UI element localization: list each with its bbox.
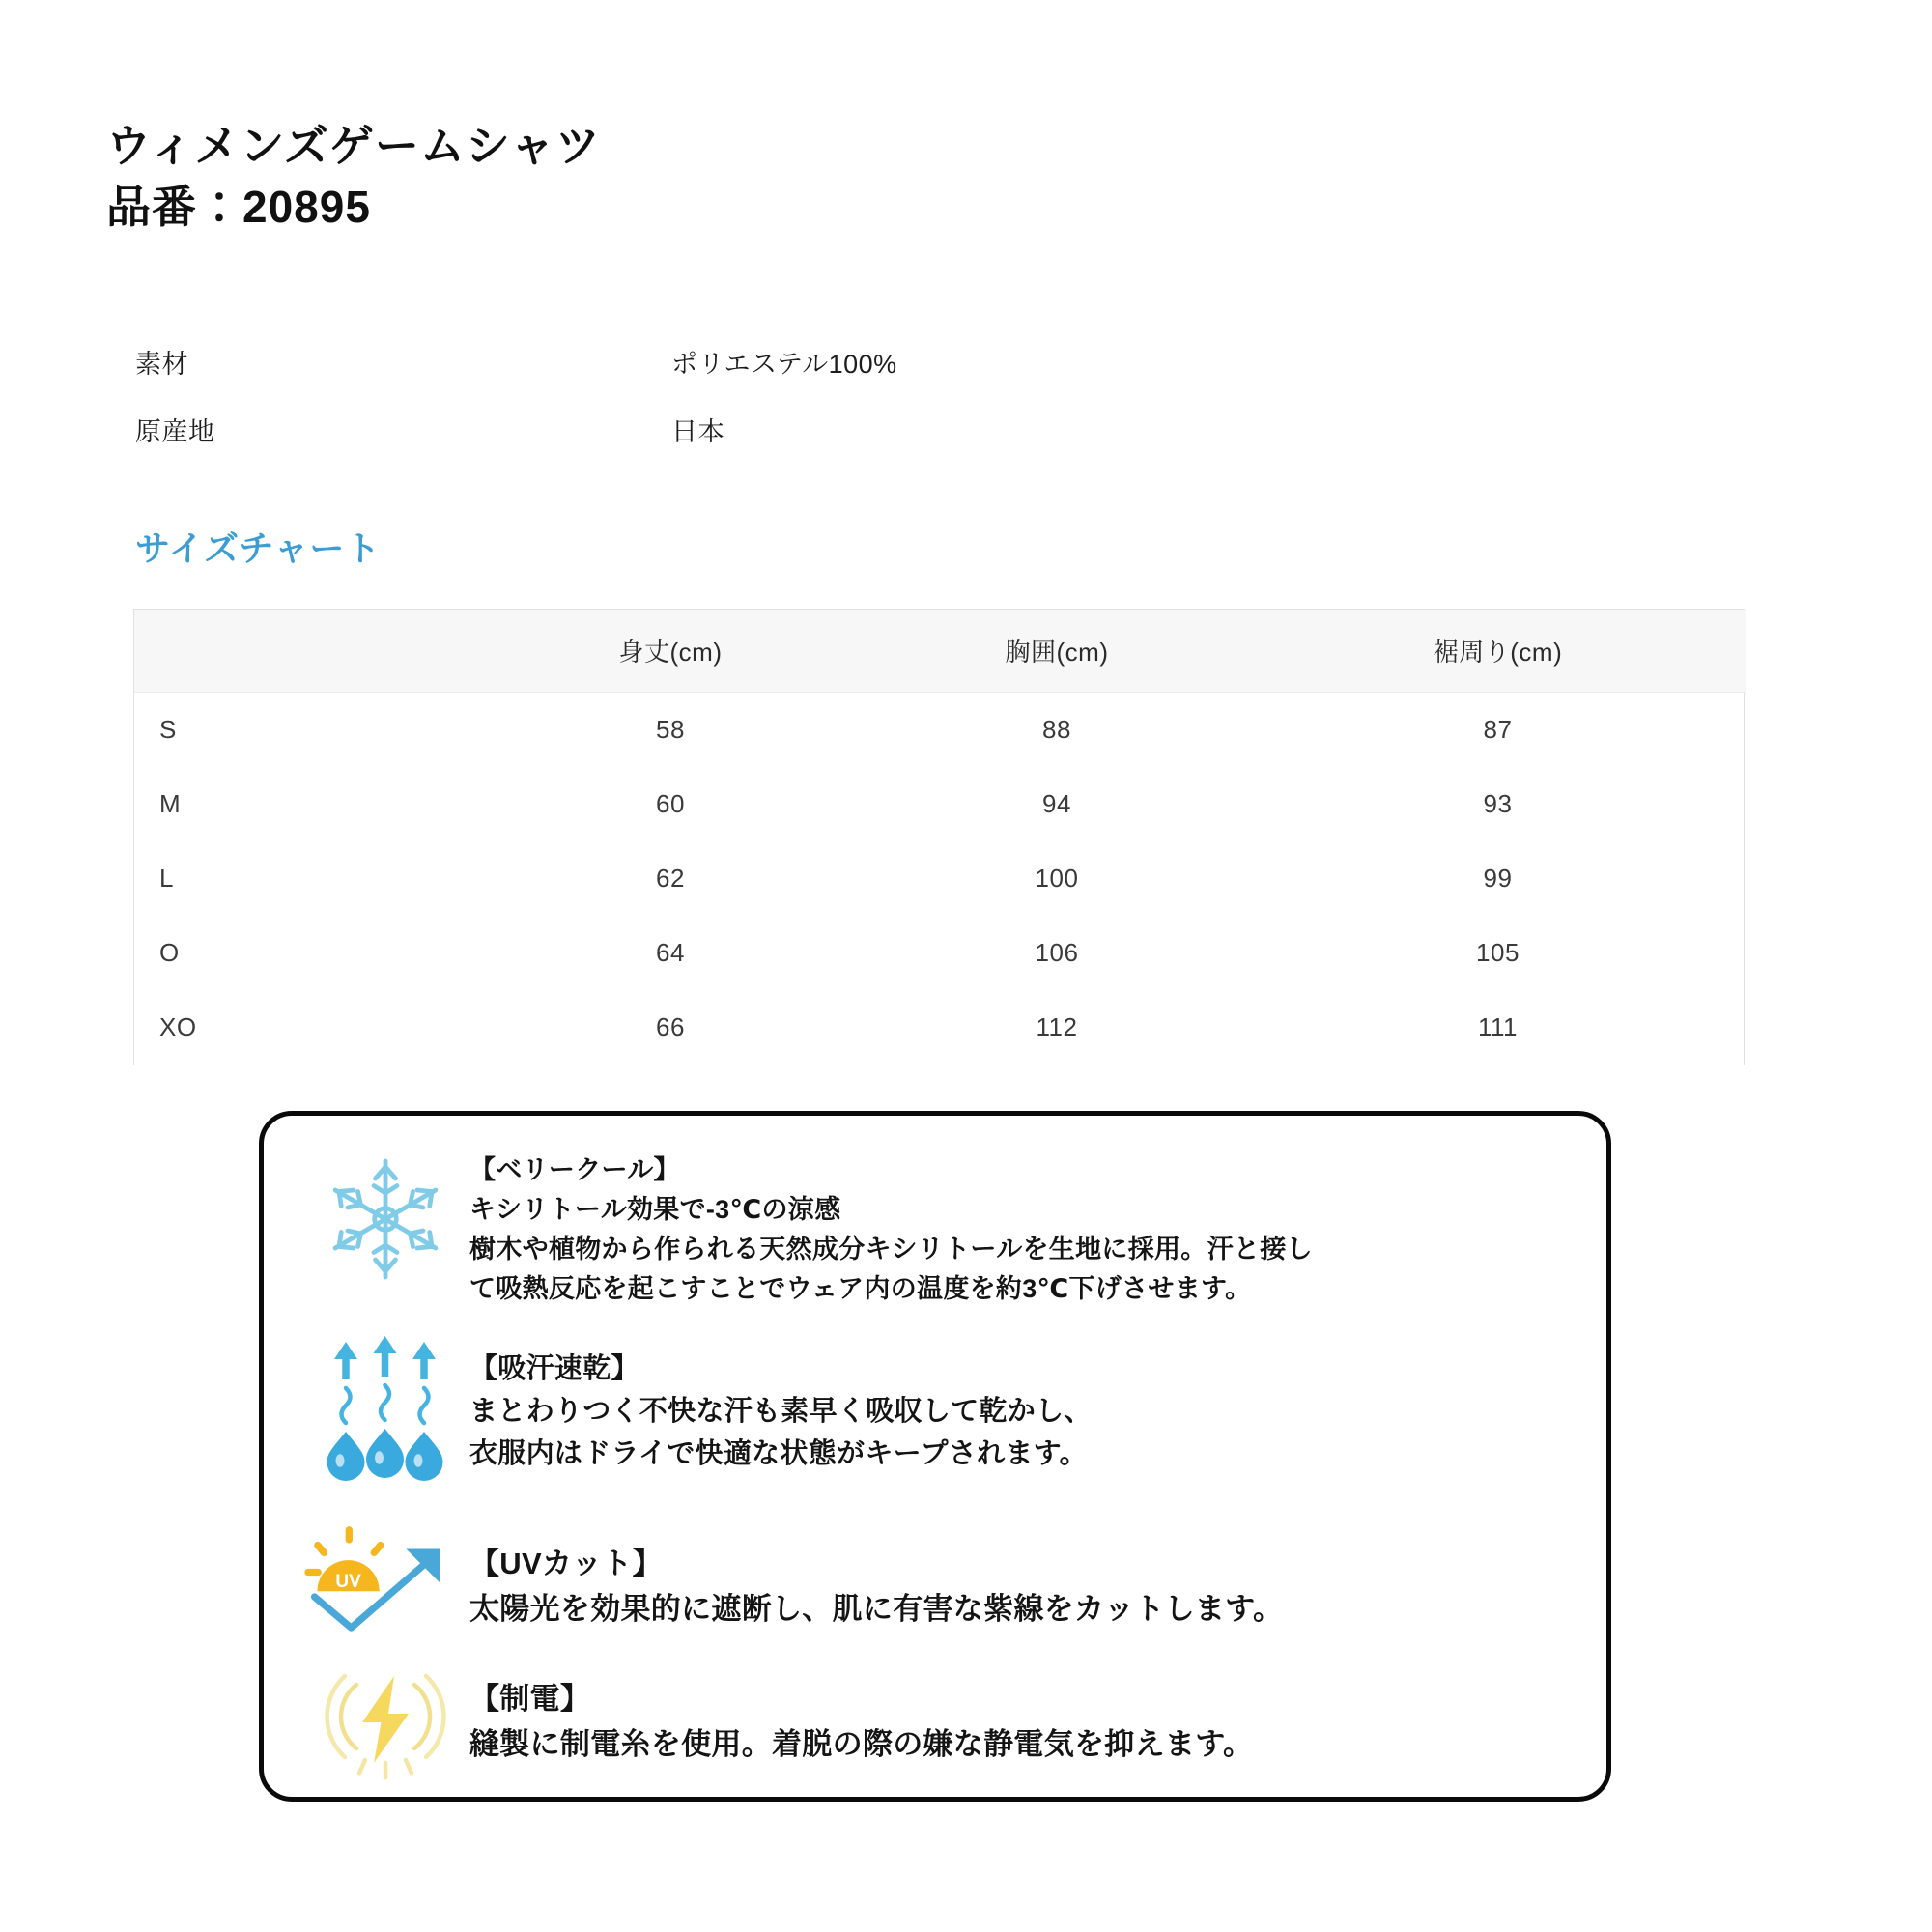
cell-length: 58: [656, 715, 685, 744]
moisture-wicking-icon: [300, 1336, 469, 1481]
feature-very-cool-text: [469, 1147, 1313, 1309]
cell-size: O: [159, 938, 180, 967]
column-header-hem: 裾周り(cm): [1250, 610, 1746, 693]
cell-size: L: [159, 864, 174, 893]
feature-very-cool: [300, 1147, 1313, 1309]
page-title: ウィメンズゲームシャツ: [106, 121, 601, 171]
cell-length: 62: [656, 864, 685, 893]
cell-size: XO: [159, 1012, 197, 1041]
title-block: [106, 116, 1362, 239]
cell-chest: 106: [1035, 938, 1079, 967]
feature-heading: 【制電】: [469, 1682, 591, 1716]
table-row: [134, 693, 1746, 768]
feature-moisture-wicking-text: [469, 1336, 1093, 1475]
table-row: [134, 841, 1746, 916]
feature-uv-cut-text: [469, 1523, 1283, 1632]
feature-line: 縫製に制電糸を使用。着脱の際の嫌な静電気を抑えます。: [469, 1727, 1254, 1762]
snowflake-icon: [300, 1147, 469, 1292]
table-header-row: [134, 610, 1746, 693]
column-header-length: 身丈(cm): [477, 610, 864, 693]
feature-line: て吸熱反応を起こすことでウェア内の温度を約3℃下げさせます。: [469, 1274, 1252, 1304]
cell-length: 64: [656, 938, 685, 967]
column-header-size: [134, 610, 477, 693]
feature-heading: 【ベリークール】: [469, 1155, 680, 1184]
cell-chest: 112: [1036, 1012, 1078, 1041]
feature-line: 太陽光を効果的に遮断し、肌に有害な紫線をカットします。: [469, 1592, 1284, 1627]
cell-hem: 111: [1477, 1012, 1519, 1041]
feature-anti-static: [300, 1659, 1253, 1789]
feature-line: 衣服内はドライで快適な状態がキープされます。: [469, 1438, 1088, 1470]
features-panel: [259, 1111, 1611, 1802]
cell-size: M: [159, 789, 182, 818]
cell-size: S: [159, 715, 177, 744]
table-row: [134, 767, 1746, 841]
uv-sun-icon: [300, 1523, 469, 1639]
cell-chest: 88: [1042, 715, 1071, 744]
table-row: [134, 916, 1746, 990]
size-chart-table: [133, 609, 1745, 1065]
size-chart-heading: サイズチャート: [135, 528, 382, 568]
feature-uv-cut: [300, 1523, 1283, 1639]
feature-line: まとわりつく不快な汗も素早く吸収して乾かし、: [469, 1396, 1093, 1428]
cell-length: 66: [656, 1012, 685, 1041]
column-header-chest: 胸囲(cm): [864, 610, 1250, 693]
feature-line: 樹木や植物から作られる天然成分キシリトールを生地に採用。汗と接し: [469, 1235, 1313, 1264]
cell-chest: 94: [1042, 789, 1071, 818]
spec-label-material: 素材: [135, 350, 188, 379]
cell-hem: 93: [1483, 789, 1513, 818]
cell-chest: 100: [1035, 864, 1079, 893]
cell-hem: 87: [1483, 715, 1513, 744]
cell-hem: 105: [1476, 938, 1520, 967]
cell-hem: 99: [1483, 864, 1513, 893]
anti-static-icon: [300, 1659, 469, 1789]
feature-line: キシリトール効果で-3℃の涼感: [469, 1195, 841, 1225]
spec-label-origin: 原産地: [135, 417, 215, 446]
spec-list: [135, 343, 1294, 478]
feature-heading: 【UVカット】: [469, 1547, 663, 1580]
feature-moisture-wicking: [300, 1336, 1093, 1481]
spec-value-material: ポリエステル100%: [671, 350, 897, 379]
feature-heading: 【吸汗速乾】: [469, 1353, 639, 1384]
svg-text:UV: UV: [335, 1571, 361, 1592]
feature-anti-static-text: [469, 1659, 1253, 1767]
spec-row: [135, 343, 1294, 411]
spec-row: [135, 411, 1294, 478]
product-code: 品番：20895: [106, 182, 371, 233]
table-row: [134, 990, 1746, 1065]
cell-length: 60: [656, 789, 685, 818]
spec-value-origin: 日本: [671, 417, 724, 446]
